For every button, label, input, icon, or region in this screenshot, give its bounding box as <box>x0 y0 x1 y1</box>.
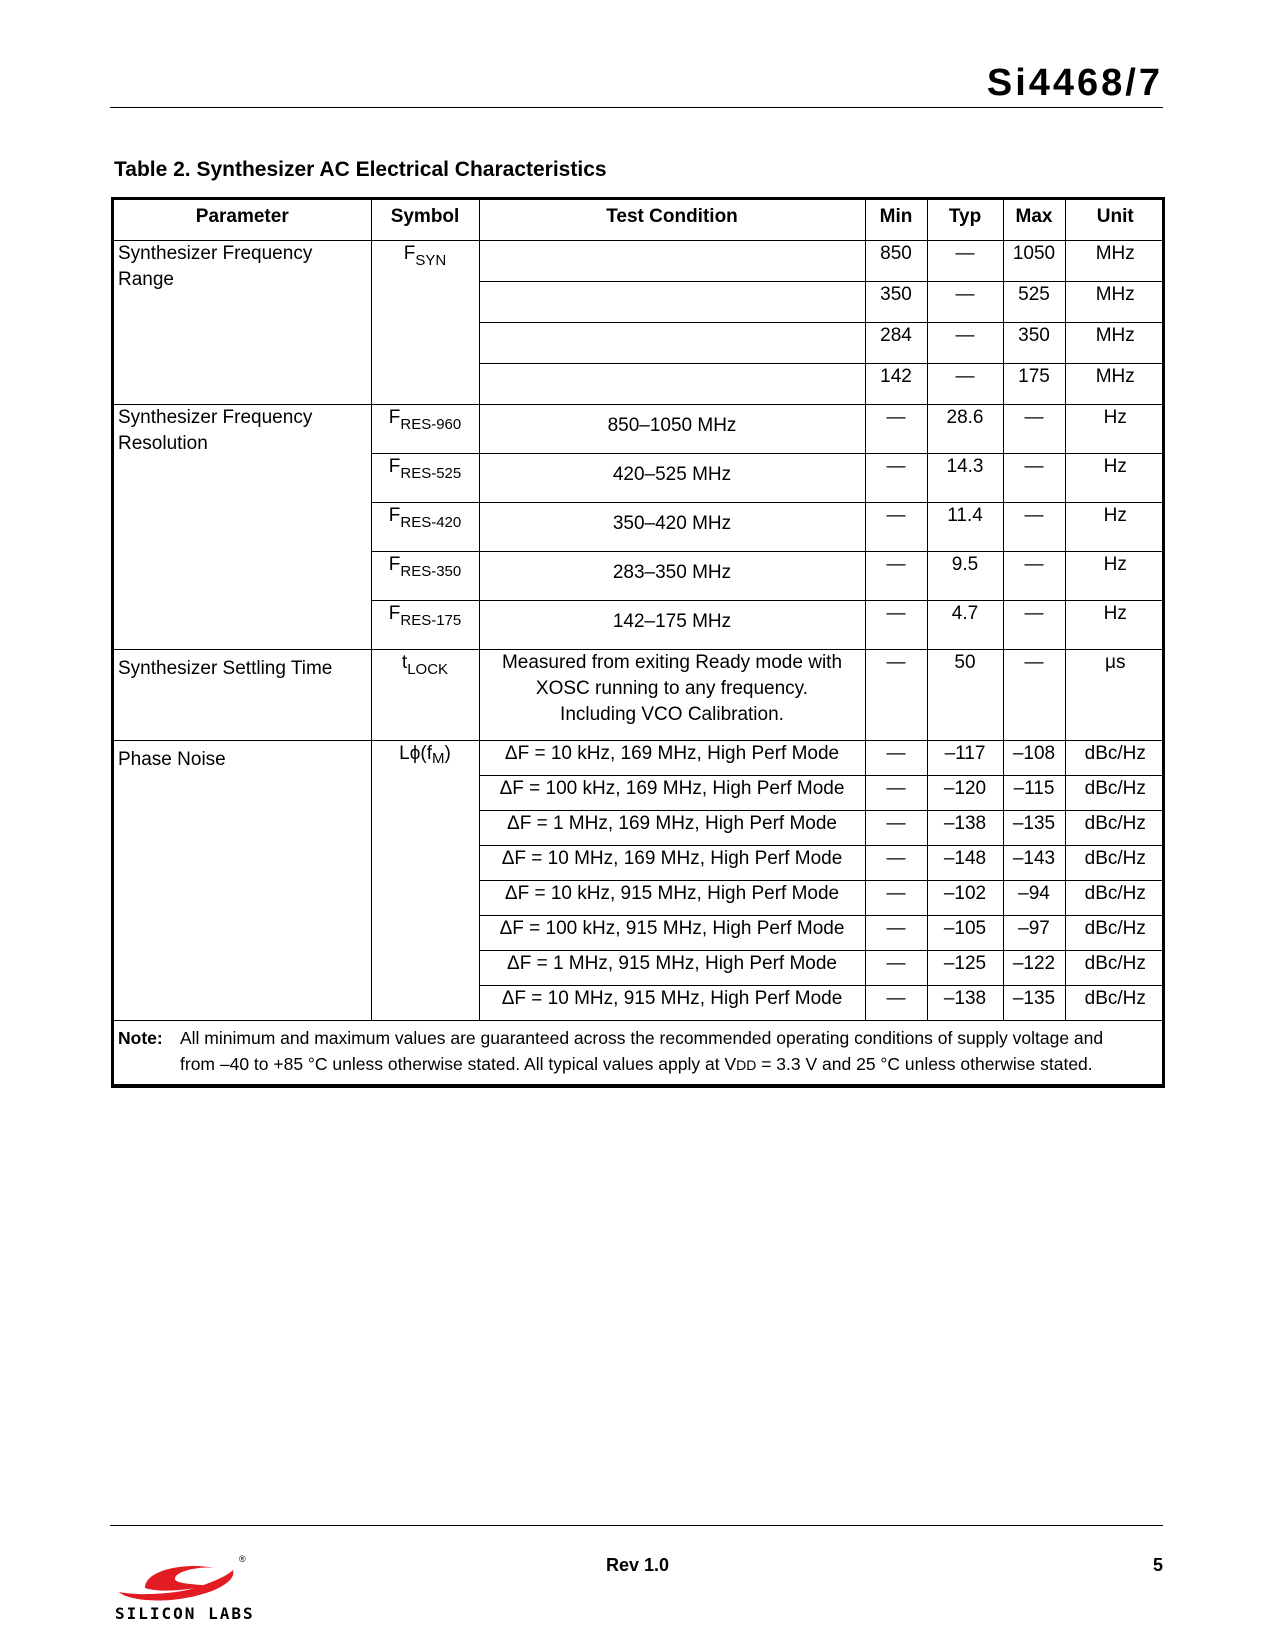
typ-cell: 4.7 <box>927 601 1003 650</box>
symbol-cell: $F_{RES-525}$ <box>371 454 479 503</box>
unit-cell: dBc/Hz <box>1065 986 1165 1021</box>
typ-cell: –148 <box>927 846 1003 881</box>
unit-cell: Hz <box>1065 503 1165 552</box>
min-cell: — <box>865 650 927 741</box>
condition-cell: Measured from exiting Ready mode with XOSC running to any frequency. Including VCO Calibration. <box>479 650 865 741</box>
typ-cell: –102 <box>927 881 1003 916</box>
max-cell: –97 <box>1003 916 1065 951</box>
param-cell: Synthesizer Settling Time <box>114 650 371 741</box>
symbol-cell: $F_{RES-420}$ <box>371 503 479 552</box>
condition-cell: ΔF = 10 MHz, 915 MHz, High Perf Mode <box>479 986 865 1021</box>
max-cell: — <box>1003 601 1065 650</box>
max-cell: 350 <box>1003 323 1065 364</box>
typ-cell: –138 <box>927 811 1003 846</box>
page-number: 5 <box>1152 1555 1163 1575</box>
min-cell: — <box>865 454 927 503</box>
unit-cell: Hz <box>1065 454 1165 503</box>
typ-cell: — <box>927 364 1003 405</box>
header-rule <box>110 107 1163 108</box>
min-cell: 284 <box>865 323 927 364</box>
symbol-cell: $t_{LOCK}$ <box>371 650 479 741</box>
unit-cell: dBc/Hz <box>1065 951 1165 986</box>
typ-cell: –105 <box>927 916 1003 951</box>
unit-cell: dBc/Hz <box>1065 846 1165 881</box>
symbol-cell: $F_{RES-350}$ <box>371 552 479 601</box>
min-cell: — <box>865 916 927 951</box>
typ-cell: — <box>927 241 1003 282</box>
max-cell: — <box>1003 405 1065 454</box>
min-cell: 850 <box>865 241 927 282</box>
min-cell: — <box>865 601 927 650</box>
note-text: All minimum and maximum values are guaranteed across the recommended operating conditions of supply voltage and from –40 to +85 °C unless otherwise stated. All typical values apply at VDD = 3.3 V and 25 °C unless otherwise stated. <box>180 1028 1104 1074</box>
symbol-cell: $F_{SYN}$ <box>371 241 479 405</box>
max-cell: — <box>1003 650 1065 741</box>
max-cell: –122 <box>1003 951 1065 986</box>
max-cell: — <box>1003 552 1065 601</box>
condition-cell: ΔF = 10 MHz, 169 MHz, High Perf Mode <box>479 846 865 881</box>
unit-cell: dBc/Hz <box>1065 776 1165 811</box>
param-cell: Synthesizer Frequency Resolution <box>114 405 371 650</box>
col-header: Min <box>865 200 927 241</box>
symbol-cell: $L\phi(f_M)$ <box>371 741 479 1021</box>
condition-cell <box>479 241 865 282</box>
symbol-cell: $F_{RES-175}$ <box>371 601 479 650</box>
col-header: Unit <box>1065 200 1165 241</box>
col-header: Parameter <box>114 200 371 241</box>
spec-table <box>114 200 1165 1085</box>
table-row <box>114 650 1165 741</box>
max-cell: –135 <box>1003 986 1065 1021</box>
min-cell: — <box>865 405 927 454</box>
col-header: Test Condition <box>479 200 865 241</box>
min-cell: — <box>865 811 927 846</box>
max-cell: –115 <box>1003 776 1065 811</box>
max-cell: — <box>1003 503 1065 552</box>
note-cell <box>114 1021 1165 1085</box>
condition-cell <box>479 364 865 405</box>
condition-cell: ΔF = 100 kHz, 915 MHz, High Perf Mode <box>479 916 865 951</box>
min-cell: — <box>865 776 927 811</box>
condition-cell: ΔF = 10 kHz, 169 MHz, High Perf Mode <box>479 741 865 776</box>
max-cell: 175 <box>1003 364 1065 405</box>
col-header: Symbol <box>371 200 479 241</box>
unit-cell: dBc/Hz <box>1065 811 1165 846</box>
unit-cell: dBc/Hz <box>1065 881 1165 916</box>
col-header: Typ <box>927 200 1003 241</box>
col-header: Max <box>1003 200 1065 241</box>
unit-cell: dBc/Hz <box>1065 916 1165 951</box>
logo-text: SILICON LABS <box>115 1604 255 1623</box>
condition-cell: ΔF = 1 MHz, 915 MHz, High Perf Mode <box>479 951 865 986</box>
condition-cell: 283–350 MHz <box>479 552 865 601</box>
unit-cell: MHz <box>1065 241 1165 282</box>
typ-cell: 50 <box>927 650 1003 741</box>
max-cell: –135 <box>1003 811 1065 846</box>
svg-text:®: ® <box>239 1554 246 1564</box>
note-row <box>114 1021 1165 1085</box>
unit-cell: MHz <box>1065 364 1165 405</box>
typ-cell: –120 <box>927 776 1003 811</box>
typ-cell: 28.6 <box>927 405 1003 454</box>
min-cell: 350 <box>865 282 927 323</box>
condition-cell: ΔF = 100 kHz, 169 MHz, High Perf Mode <box>479 776 865 811</box>
max-cell: –143 <box>1003 846 1065 881</box>
typ-cell: — <box>927 323 1003 364</box>
typ-cell: –138 <box>927 986 1003 1021</box>
max-cell: –94 <box>1003 881 1065 916</box>
document-title: Si4468/7 <box>986 62 1163 104</box>
min-cell: — <box>865 552 927 601</box>
max-cell: — <box>1003 454 1065 503</box>
min-cell: — <box>865 881 927 916</box>
header-row <box>114 200 1165 241</box>
typ-cell: 9.5 <box>927 552 1003 601</box>
table-row <box>114 241 1165 282</box>
min-cell: — <box>865 951 927 986</box>
condition-cell <box>479 282 865 323</box>
condition-cell: 850–1050 MHz <box>479 405 865 454</box>
condition-cell: 420–525 MHz <box>479 454 865 503</box>
spec-table-frame <box>111 197 1165 1088</box>
table-row <box>114 741 1165 776</box>
max-cell: 1050 <box>1003 241 1065 282</box>
typ-cell: –117 <box>927 741 1003 776</box>
unit-cell: Hz <box>1065 552 1165 601</box>
param-cell: Phase Noise <box>114 741 371 1021</box>
condition-cell: 142–175 MHz <box>479 601 865 650</box>
typ-cell: 14.3 <box>927 454 1003 503</box>
typ-cell: –125 <box>927 951 1003 986</box>
table-caption: Table 2. Synthesizer AC Electrical Characteristics <box>114 158 607 181</box>
min-cell: — <box>865 503 927 552</box>
min-cell: — <box>865 741 927 776</box>
condition-cell <box>479 323 865 364</box>
footer-rule <box>110 1525 1163 1526</box>
max-cell: 525 <box>1003 282 1065 323</box>
unit-cell: MHz <box>1065 282 1165 323</box>
unit-cell: dBc/Hz <box>1065 741 1165 776</box>
note-label: Note: <box>118 1028 163 1048</box>
unit-cell: Hz <box>1065 601 1165 650</box>
unit-cell: MHz <box>1065 323 1165 364</box>
typ-cell: — <box>927 282 1003 323</box>
typ-cell: 11.4 <box>927 503 1003 552</box>
condition-cell: 350–420 MHz <box>479 503 865 552</box>
unit-cell: Hz <box>1065 405 1165 454</box>
min-cell: — <box>865 846 927 881</box>
revision-label: Rev 1.0 <box>605 1555 670 1575</box>
symbol-cell: $F_{RES-960}$ <box>371 405 479 454</box>
condition-cell: ΔF = 1 MHz, 169 MHz, High Perf Mode <box>479 811 865 846</box>
min-cell: 142 <box>865 364 927 405</box>
max-cell: –108 <box>1003 741 1065 776</box>
unit-cell: μs <box>1065 650 1165 741</box>
table-row <box>114 405 1165 454</box>
param-cell: Synthesizer Frequency Range <box>114 241 371 405</box>
min-cell: — <box>865 986 927 1021</box>
condition-cell: ΔF = 10 kHz, 915 MHz, High Perf Mode <box>479 881 865 916</box>
